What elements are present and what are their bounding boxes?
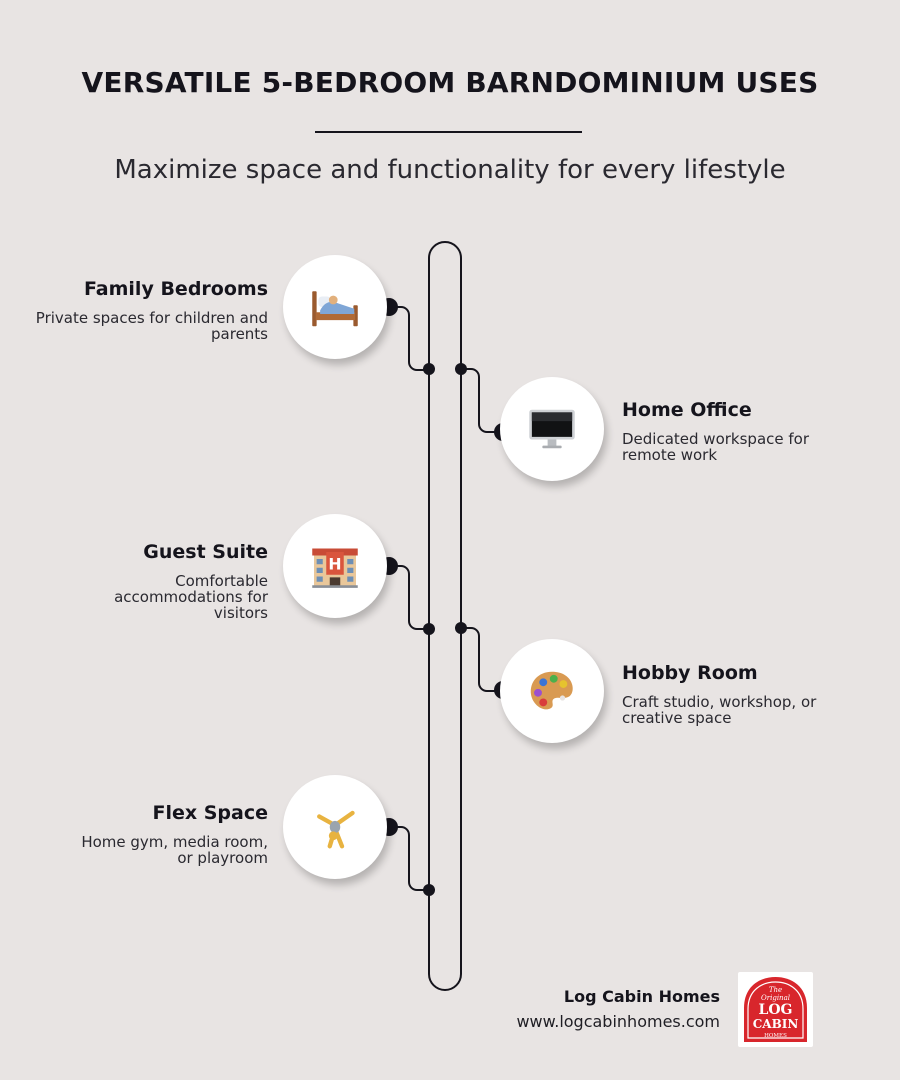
item-description: Home gym, media room, or playroom — [81, 833, 268, 867]
home-office-circle — [500, 377, 604, 481]
svg-text:H: H — [328, 554, 342, 574]
hobby-room-circle — [500, 639, 604, 743]
connector-guest-suite — [389, 566, 429, 629]
connector-family-bedrooms — [389, 307, 429, 370]
node-dot — [455, 363, 467, 375]
svg-text:Original: Original — [761, 994, 790, 1002]
item-description: Dedicated workspace for remote work — [622, 430, 810, 464]
artist-palette-icon — [524, 663, 580, 719]
svg-text:CABIN: CABIN — [752, 1017, 799, 1031]
svg-text:The: The — [768, 986, 783, 994]
item-title: Guest Suite — [143, 541, 268, 563]
log-cabin-homes-logo — [738, 972, 813, 1047]
item-title: Flex Space — [152, 802, 268, 824]
connector-flex-space — [389, 827, 429, 890]
node-dot — [423, 884, 435, 896]
home-office-label — [622, 399, 862, 463]
item-title: Home Office — [622, 399, 752, 421]
bed-icon — [307, 279, 363, 335]
timeline-track — [429, 242, 461, 990]
flex-space-circle — [283, 775, 387, 879]
node-dot — [423, 363, 435, 375]
family-bedrooms-label — [28, 278, 268, 342]
guest-suite-label — [28, 541, 268, 621]
item-description: Craft studio, workshop, or creative space — [622, 693, 817, 727]
page-subtitle: Maximize space and functionality for every lifestyle — [114, 155, 786, 185]
svg-text:HOMES: HOMES — [764, 1033, 787, 1039]
connector-home-office — [461, 369, 503, 432]
item-description: Comfortable accommodations for visitors — [114, 572, 268, 622]
svg-text:LOG: LOG — [758, 1002, 793, 1018]
node-dot — [423, 623, 435, 635]
hobby-room-label — [622, 662, 862, 726]
node-dot — [455, 622, 467, 634]
computer-monitor-icon — [524, 401, 580, 457]
item-description: Private spaces for children and parents — [35, 309, 268, 343]
page-title: VERSATILE 5-BEDROOM BARNDOMINIUM USES — [81, 66, 819, 99]
guest-suite-circle — [283, 514, 387, 618]
brand-name: Log Cabin Homes — [563, 987, 720, 1006]
family-bedrooms-circle — [283, 255, 387, 359]
cartwheel-person-icon — [307, 799, 363, 855]
connector-hobby-room — [461, 628, 503, 691]
logo-badge-icon — [738, 972, 813, 1047]
item-title: Hobby Room — [622, 662, 758, 684]
flex-space-label — [28, 802, 268, 866]
item-title: Family Bedrooms — [83, 278, 268, 300]
hotel-icon — [307, 538, 363, 594]
brand-url[interactable]: www.logcabinhomes.com — [516, 1012, 720, 1031]
